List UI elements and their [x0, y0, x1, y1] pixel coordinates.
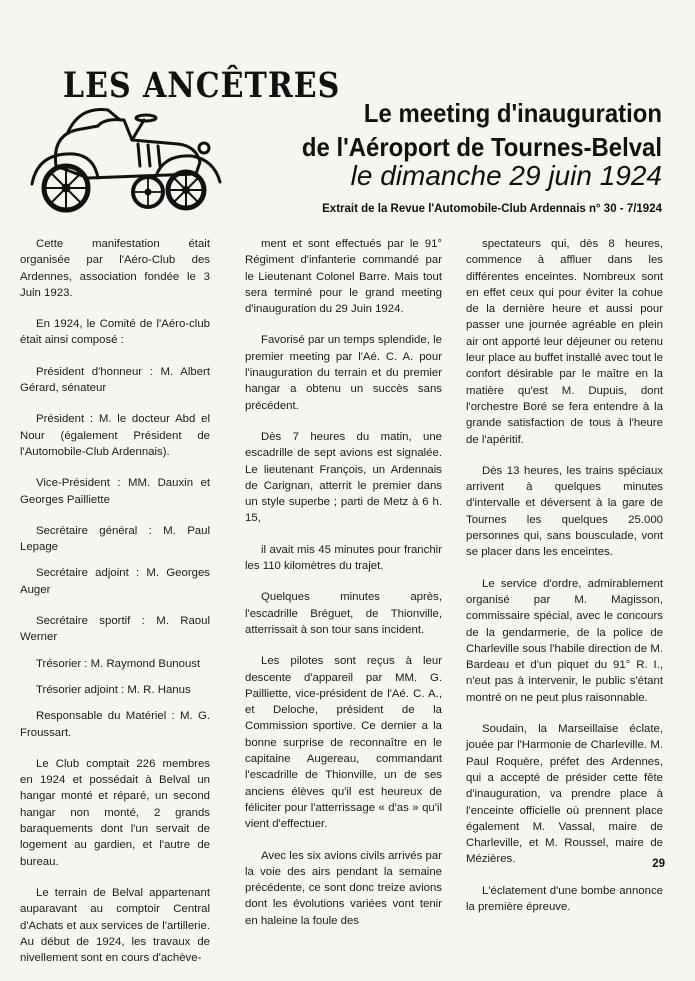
paragraph: Secrétaire général : M. Paul Lepage	[20, 524, 210, 554]
paragraph: Le service d'ordre, admirablement organisé par M. Magisson, commissaire spécial, avec le concours de la gendarmerie, de la police de Charleville sous l'habile direction de M. Bardeau et d'un piquet du 91° R. I., n'eut pas à intervenir, le public s'étant montré on ne peut plus raisonnable.	[466, 577, 663, 704]
paragraph: Responsable du Matériel : M. G. Froussart.	[20, 710, 210, 739]
paragraph: Secrétaire adjoint : M. Georges Auger	[20, 567, 210, 596]
paragraph: ment et sont effectués par le 91° Régiment d'infanterie commandé par le Lieutenant Colonel Barre. Mais tout sera terminé pour le grand meeting d'inauguration du 29 Juin 1924.	[245, 238, 442, 316]
page-number: 29	[652, 858, 665, 870]
text-column-3	[466, 236, 663, 930]
paragraph: L'éclatement d'une bombe annonce la première épreuve.	[466, 884, 663, 913]
paragraph: Le Club comptait 226 membres en 1924 et possédait à Belval un hangar monté et réparé, un second hangar non monté, 2 grands baraquements dont l'un servait de logement au gardien, et l'autre de bureau.	[20, 757, 210, 868]
article-headline	[266, 96, 662, 164]
headline-date: le dimanche 29 juin 1924	[350, 160, 662, 191]
paragraph: Quelques minutes après, l'escadrille Bréguet, de Thionville, atterrissait à son tour sans incident.	[245, 591, 442, 636]
vintage-car-illustration	[28, 96, 228, 216]
paragraph: Soudain, la Marseillaise éclate, jouée par l'Harmonie de Charleville. M. Paul Roquère, préfet des Ardennes, qui a accepté de présider cette fête d'inauguration, va prendre place à l'enceinte officielle où prennent place également M. Vassal, maire de Charleville, et M. Roussel, maire de Mézières.	[466, 723, 663, 866]
paragraph: il avait mis 45 minutes pour franchir les 110 kilomètres du trajet.	[245, 543, 442, 573]
paragraph: Avec les six avions civils arrivés par la voie des airs pendant la semaine précédente, ce sont donc treize avions dont les évolutions variées vont tenir en haleine la foule des	[245, 849, 442, 927]
paragraph: Favorisé par un temps splendide, le premier meeting par l'Aé. C. A. pour l'inauguration du terrain et du premier hangar a obtenu un succès sans précédent.	[245, 334, 442, 412]
paragraph: Trésorier adjoint : M. R. Hanus	[36, 683, 191, 696]
headline-line-2: de l'Aéroport de Tournes-Belval	[301, 132, 662, 162]
paragraph: Les pilotes sont reçus à leur descente d'appareil par MM. G. Pailliette, vice-président de l'Aé. C. A., et Deloche, président de la Commission sportive. Ce dernier a la bonne surprise de reconnaître en le capitaine Augereau, commandant l'escadrille de Thionville, un de ses anciens élèves qu'il est heureux de féliciter pour l'atterrissage « d'as » qu'il vient d'effectuer.	[245, 655, 442, 831]
paragraph: En 1924, le Comité de l'Aéro-club était ainsi composé :	[20, 318, 210, 347]
paragraph: Le terrain de Belval appartenant auparavant au comptoir Central d'Achats et aux services de l'artillerie. Au début de 1924, les travaux de nivellement sont en cours d'achève-	[20, 886, 210, 965]
headline-line-1: Le meeting d'inauguration	[363, 98, 662, 128]
paragraph: spectateurs qui, dès 8 heures, commence à affluer dans les différentes enceintes. Nombreux sont en effet ceux qui pour éviter la cohue de la dernière heure et aussi pour passer une journée agréable en plein air ont apporté leur déjeuner ou retenu leur place au buffet installé avec tout le confort désirable par le maître en la matière qu'est M. Dupuis, dont l'orchestre Boré se fera entendre à la grande satisfaction de tous à l'heure de l'apéritif.	[466, 238, 663, 446]
text-column-2	[245, 236, 442, 944]
paragraph: Vice-Président : MM. Dauxin et Georges Pailliette	[20, 477, 210, 506]
text-column-1	[20, 236, 210, 981]
paragraph: Cette manifestation était organisée par l'Aéro-Club des Ardennes, association fondée le 3 Juin 1923.	[20, 238, 210, 299]
paragraph: Président d'honneur : M. Albert Gérard, sénateur	[20, 365, 210, 395]
section-banner: LES ANCÊTRES	[63, 66, 341, 107]
paragraph: Dès 13 heures, les trains spéciaux arrivent à quelques minutes d'intervalle et déversent à la gare de Tournes les quelques 25.000 personnes qui, sans bousculade, vont se placer dans les enceintes.	[466, 464, 663, 559]
source-citation: Extrait de la Revue l'Automobile-Club Ardennais n° 30 - 7/1924	[322, 203, 662, 215]
paragraph: Secrétaire sportif : M. Raoul Werner	[20, 615, 210, 644]
paragraph: Président : M. le docteur Abd el Nour (également Président de l'Automobile-Club Ardennais).	[20, 413, 210, 458]
paragraph: Trésorier : M. Raymond Bunoust	[36, 657, 201, 670]
paragraph: Dès 7 heures du matin, une escadrille de sept avions est signalée. Le lieutenant François, un Ardennais de Carignan, atterrit le premier dans un style superbe ; parti de Metz à 6 h. 15,	[245, 430, 442, 525]
